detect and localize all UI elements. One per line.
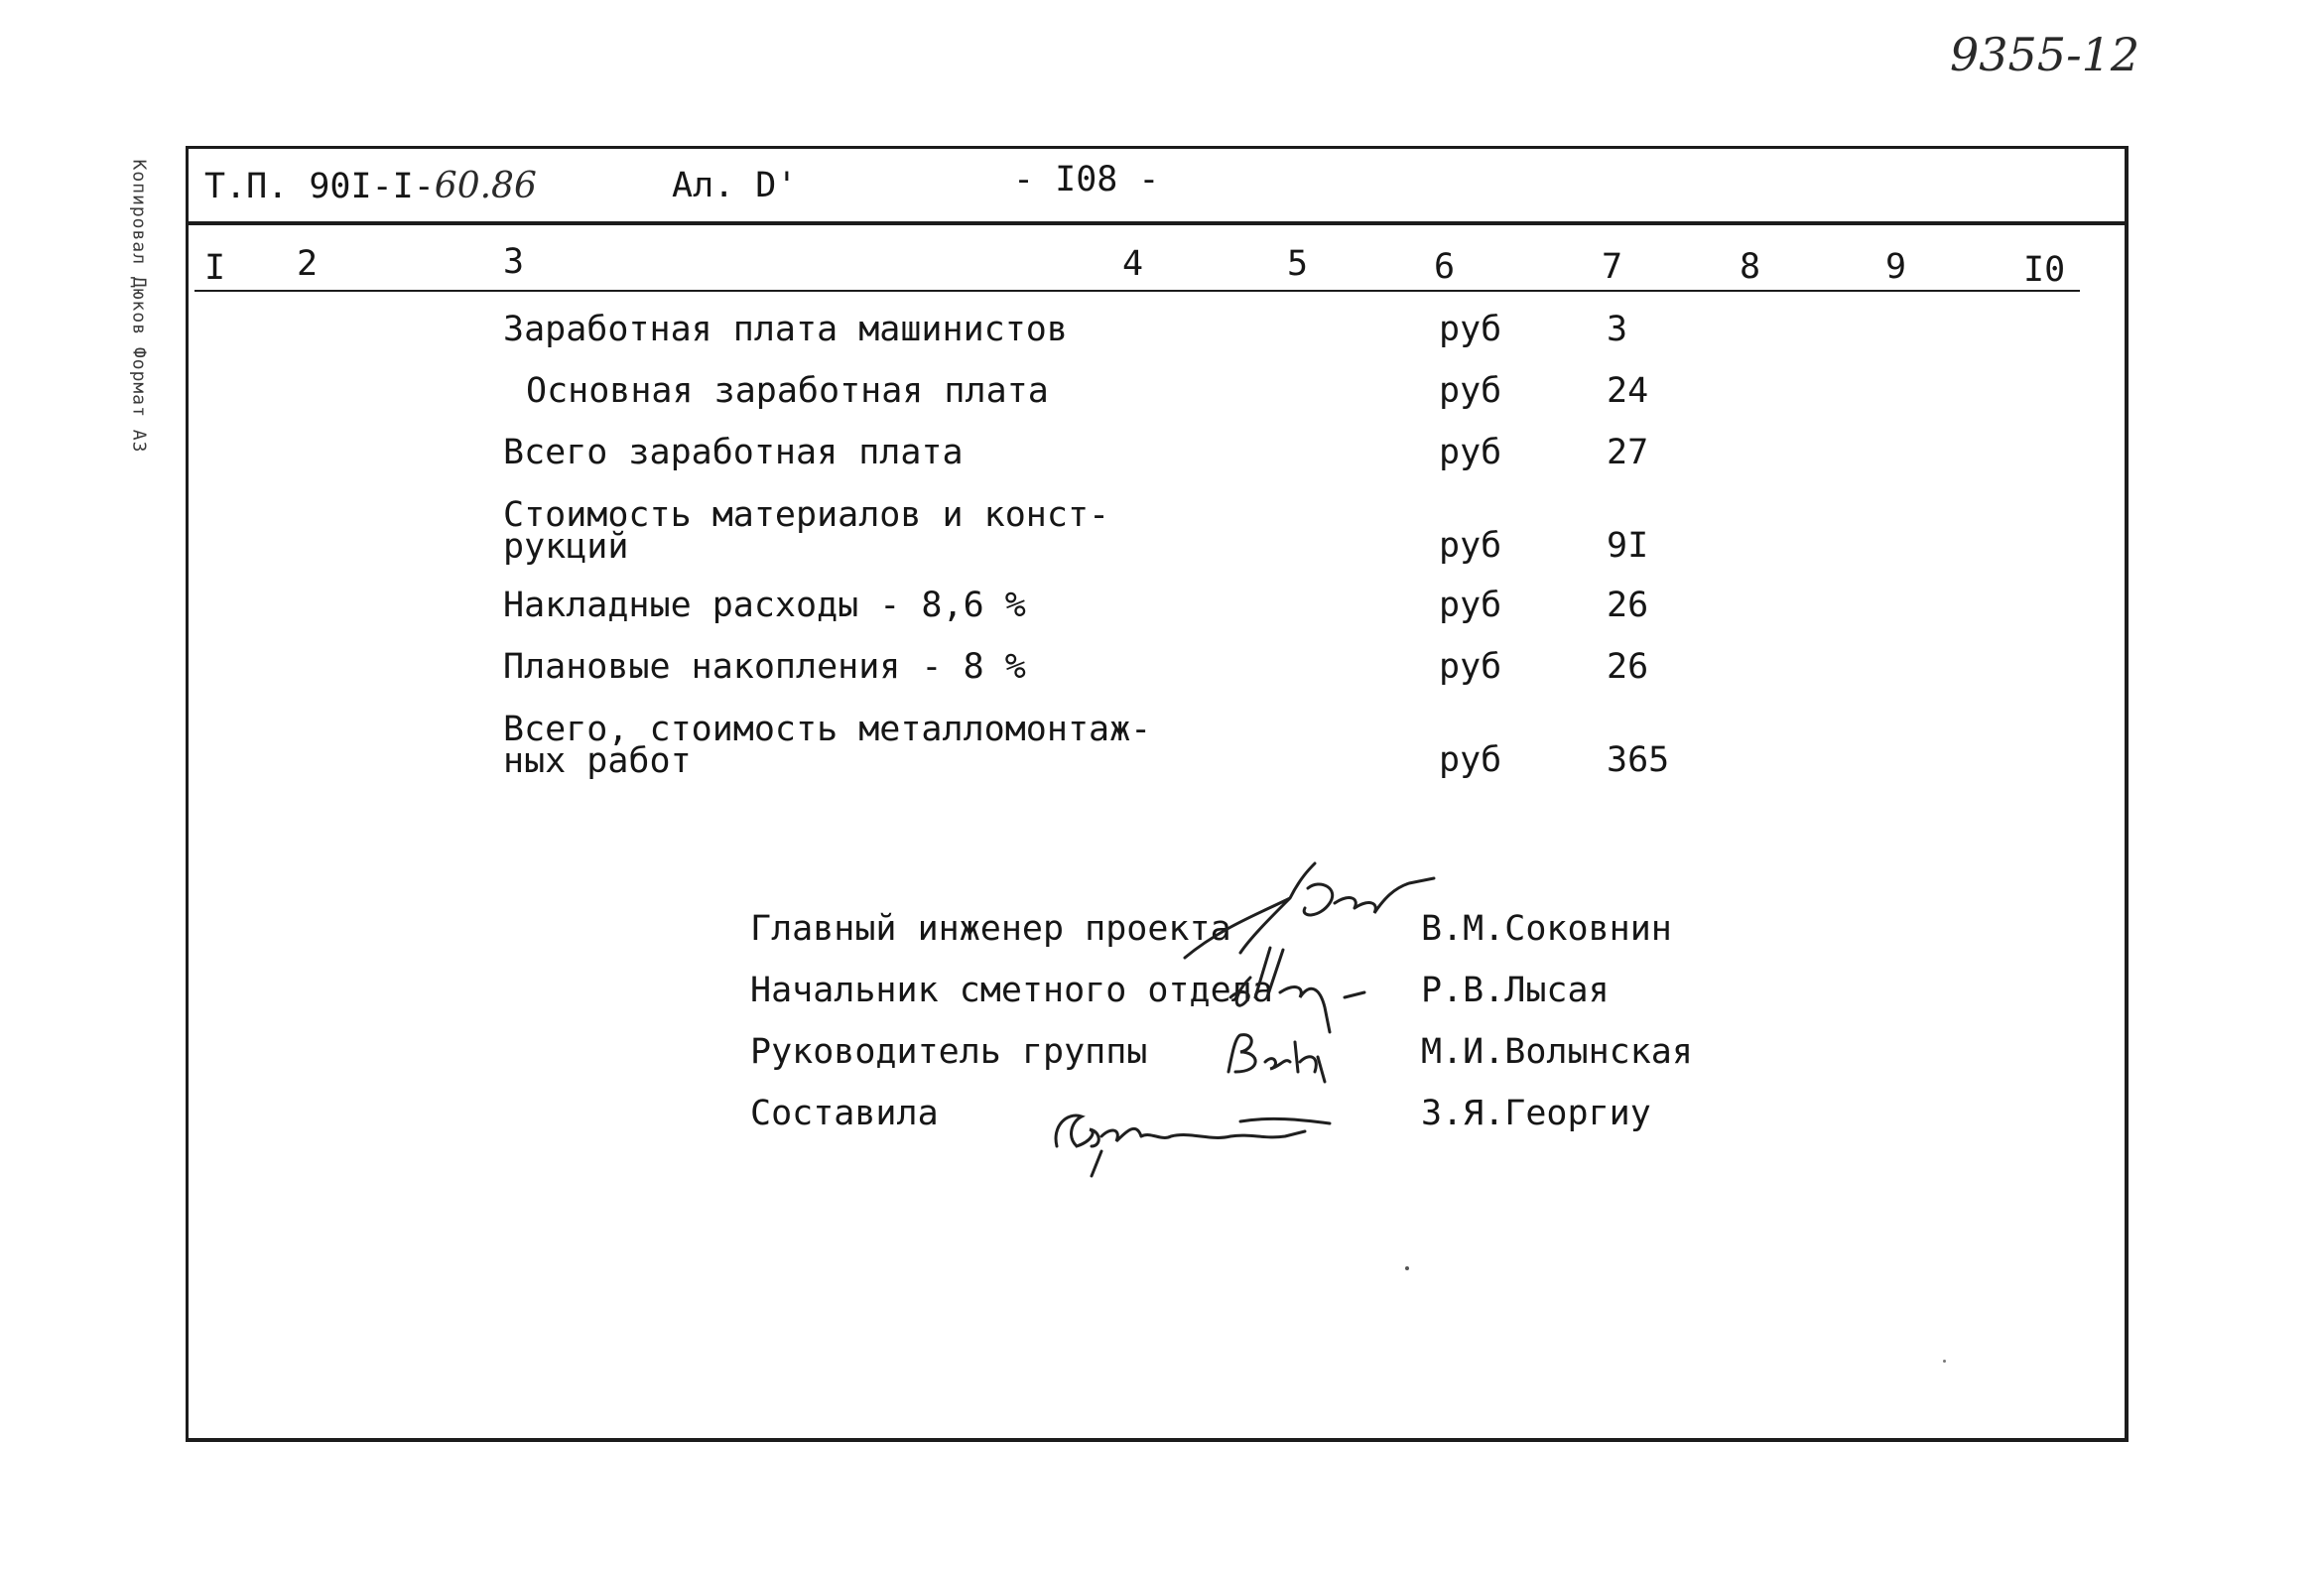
column-number: 2: [297, 244, 319, 284]
row-value: 9I: [1607, 526, 1649, 566]
row-name: Основная заработная плата: [526, 371, 1049, 411]
row-value: 27: [1607, 433, 1649, 472]
column-number: 3: [503, 242, 525, 282]
column-number: 9: [1885, 247, 1907, 287]
signature-name: Р.В.Лысая: [1421, 971, 1610, 1010]
side-stamp: Копировал Дюков Формат A3: [128, 159, 150, 454]
header-rule: [186, 221, 2129, 225]
column-number: I: [204, 248, 226, 288]
project-code-print: Т.П. 90I-I-: [204, 167, 435, 206]
row-unit: руб: [1439, 526, 1502, 566]
signature-position: Руководитель группы: [750, 1032, 1148, 1072]
signature-scribble-head-of-department: [1226, 938, 1404, 1037]
row-value: 365: [1607, 740, 1670, 780]
column-number: 4: [1122, 244, 1144, 284]
document-frame: [186, 146, 2129, 1442]
row-value: 3: [1607, 310, 1628, 349]
row-value: 24: [1607, 371, 1649, 411]
scan-speck: [1405, 1266, 1409, 1270]
row-unit: руб: [1439, 586, 1502, 625]
signature-scribble-compiler: [1042, 1092, 1350, 1181]
row-unit: руб: [1439, 740, 1502, 780]
row-name-line: Всего, стоимость металломонтаж-: [503, 710, 1152, 749]
column-number: 6: [1434, 247, 1456, 287]
row-unit: руб: [1439, 371, 1502, 411]
signature-name: В.М.Соковнин: [1421, 909, 1672, 949]
column-number: I0: [2023, 250, 2066, 290]
column-numbers-rule: [194, 290, 2080, 292]
signature-name: З.Я.Георгиу: [1421, 1094, 1651, 1133]
row-unit: руб: [1439, 433, 1502, 472]
row-value: 26: [1607, 647, 1649, 687]
album-label: Ал. D': [672, 166, 798, 205]
column-number: 7: [1602, 247, 1623, 287]
row-name: Плановые накопления - 8 %: [503, 647, 1026, 687]
signature-position: Составила: [750, 1094, 939, 1133]
column-number: 5: [1287, 244, 1309, 284]
signature-position: Начальник сметного отдела: [750, 971, 1273, 1010]
project-code: [204, 166, 537, 206]
row-name-line: Стоимость материалов и конст-: [503, 495, 1110, 535]
signature-position: Главный инженер проекта: [750, 909, 1231, 949]
page-number: - I08 -: [1013, 160, 1160, 199]
scan-speck: [1943, 1360, 1946, 1363]
row-unit: руб: [1439, 310, 1502, 349]
row-name-line: рукций: [503, 527, 629, 567]
row-name: Накладные расходы - 8,6 %: [503, 586, 1026, 625]
signature-scribble-group-lead: [1221, 1027, 1359, 1087]
row-name: Заработная плата машинистов: [503, 310, 1068, 349]
project-code-handwritten: 60.86: [434, 166, 537, 206]
row-name: [503, 710, 1152, 781]
row-name: [503, 495, 1110, 567]
column-number: 8: [1740, 247, 1761, 287]
row-name-line: ных работ: [503, 741, 692, 781]
row-name: Всего заработная плата: [503, 433, 964, 472]
row-unit: руб: [1439, 647, 1502, 687]
signature-name: М.И.Волынская: [1421, 1032, 1693, 1072]
corner-number: 9355-12: [1950, 28, 2140, 81]
row-value: 26: [1607, 586, 1649, 625]
